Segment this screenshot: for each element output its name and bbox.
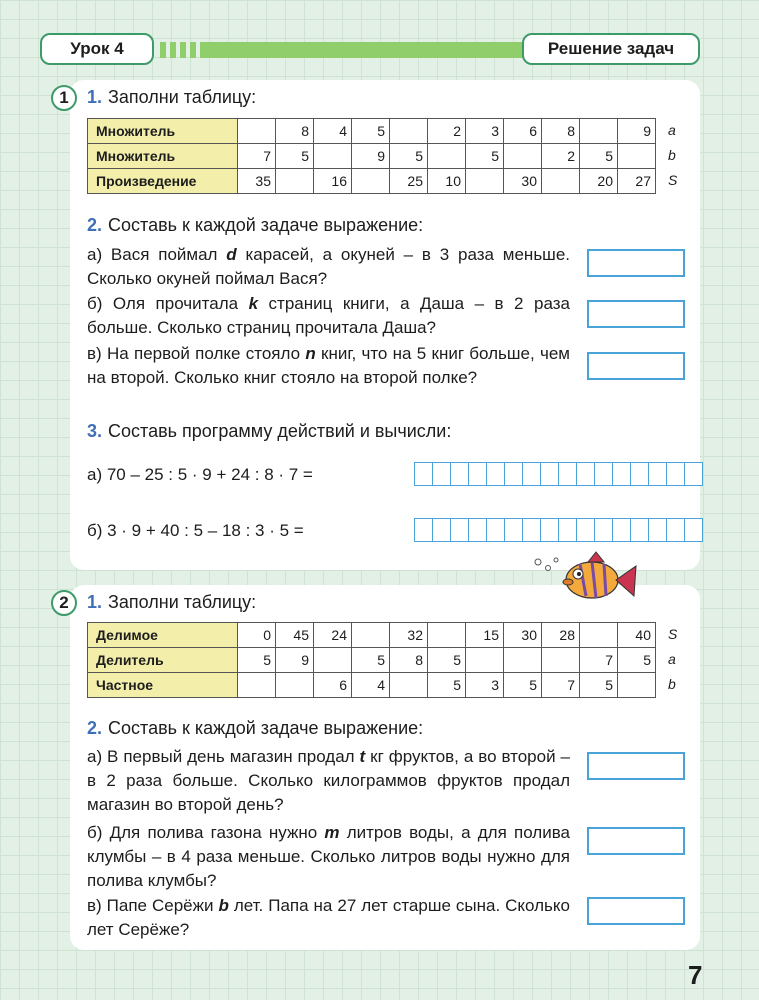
s2-table-vars: S a b <box>668 626 678 692</box>
table-cell: 30 <box>504 623 542 648</box>
answer-cell[interactable] <box>540 518 559 542</box>
answer-cell[interactable] <box>558 462 577 486</box>
s2-task2-title: 2. Составь к каждой задаче выражение: <box>87 718 424 738</box>
s1-table-vars: a b S <box>668 122 678 188</box>
answer-cell[interactable] <box>612 462 631 486</box>
topic-label: Решение задач <box>522 33 700 65</box>
row-label: Множитель <box>88 144 238 169</box>
table-cell: 2 <box>542 144 580 169</box>
row-label: Частное <box>88 673 238 698</box>
s2-problem-b: б) Для полива газона нужно m литров воды, а для полива клумбы – в 4 раза меньше. Сколько литров воды нужно для полива клумбы? <box>87 823 570 890</box>
s1-expression-b: б) 3 · 9 + 40 : 5 – 18 : 3 · 5 = <box>87 521 304 540</box>
table-cell: 25 <box>390 169 428 194</box>
answer-cell[interactable] <box>612 518 631 542</box>
table-cell: 30 <box>504 169 542 194</box>
table-cell: 40 <box>618 623 656 648</box>
answer-cell[interactable] <box>522 462 541 486</box>
table-cell[interactable] <box>428 144 466 169</box>
answer-cell[interactable] <box>468 462 487 486</box>
table-cell: 5 <box>428 648 466 673</box>
table-cell[interactable] <box>466 648 504 673</box>
answer-cell[interactable] <box>414 462 433 486</box>
answer-cell[interactable] <box>540 462 559 486</box>
table-cell[interactable] <box>238 673 276 698</box>
table-cell: 24 <box>314 623 352 648</box>
table-cell[interactable] <box>352 623 390 648</box>
table-cell: 16 <box>314 169 352 194</box>
table-cell: 7 <box>542 673 580 698</box>
answer-cell[interactable] <box>414 518 433 542</box>
answer-cell[interactable] <box>684 462 703 486</box>
table-cell: 4 <box>314 119 352 144</box>
table-cell[interactable] <box>276 673 314 698</box>
answer-cell[interactable] <box>594 462 613 486</box>
answer-cell[interactable] <box>684 518 703 542</box>
s1-task1-title: 1. Заполни таблицу: <box>87 87 257 107</box>
table-cell: 6 <box>504 119 542 144</box>
table-cell: 9 <box>618 119 656 144</box>
answer-cell[interactable] <box>630 462 649 486</box>
table-row <box>88 673 656 698</box>
answer-cell[interactable] <box>468 518 487 542</box>
table-cell: 5 <box>390 144 428 169</box>
table-cell: 6 <box>314 673 352 698</box>
s2-problem-a: а) В первый день магазин продал t кг фруктов, а во второй – в 2 раза больше. Сколько килограммов фруктов продал магазин во второй день? <box>87 747 570 814</box>
row-label: Делимое <box>88 623 238 648</box>
s2-problem-c: в) Папе Серёжи b лет. Папа на 27 лет старше сына. Сколько лет Серёже? <box>87 896 570 939</box>
table-row <box>88 623 656 648</box>
table-cell[interactable] <box>428 623 466 648</box>
table-row <box>88 169 656 194</box>
s2-answer-box-c[interactable] <box>587 897 685 925</box>
table-cell[interactable] <box>504 144 542 169</box>
section-1-number: 1 <box>51 85 77 111</box>
section-2-number: 2 <box>51 590 77 616</box>
s2-answer-box-b[interactable] <box>587 827 685 855</box>
table-cell: 5 <box>504 673 542 698</box>
page-number: 7 <box>688 960 703 990</box>
table-cell: 27 <box>618 169 656 194</box>
s1-answer-box-c[interactable] <box>587 352 685 380</box>
header-bar <box>200 42 530 58</box>
row-label: Произведение <box>88 169 238 194</box>
table-cell[interactable] <box>618 144 656 169</box>
table-cell: 2 <box>428 119 466 144</box>
s2-division-table <box>87 622 656 698</box>
table-cell: 5 <box>352 648 390 673</box>
s1-problem-b: б) Оля прочитала k страниц книги, а Даша – в 2 раза больше. Сколько страниц прочитала Даша? <box>87 294 570 337</box>
row-label: Множитель <box>88 119 238 144</box>
answer-cell[interactable] <box>432 462 451 486</box>
table-cell[interactable] <box>542 169 580 194</box>
table-cell: 5 <box>580 144 618 169</box>
answer-cell[interactable] <box>648 462 667 486</box>
answer-cell[interactable] <box>504 518 523 542</box>
table-cell[interactable] <box>276 169 314 194</box>
table-cell: 8 <box>542 119 580 144</box>
answer-cell[interactable] <box>630 518 649 542</box>
s1-answer-cells-a[interactable] <box>415 462 703 486</box>
table-cell[interactable] <box>466 169 504 194</box>
table-cell: 5 <box>352 119 390 144</box>
table-cell[interactable] <box>542 648 580 673</box>
answer-cell[interactable] <box>576 462 595 486</box>
s1-problem-c: в) На первой полке стояло n книг, что на 5 книг больше, чем на второй. Сколько книг стояло на второй полке? <box>87 344 570 387</box>
table-cell: 0 <box>238 623 276 648</box>
answer-cell[interactable] <box>486 462 505 486</box>
table-cell[interactable] <box>390 673 428 698</box>
table-row <box>88 119 656 144</box>
fish-illustration <box>530 550 640 610</box>
table-cell: 7 <box>580 648 618 673</box>
lesson-label: Урок 4 <box>40 33 154 65</box>
s2-task1-title: 1. Заполни таблицу: <box>87 592 257 612</box>
table-row <box>88 648 656 673</box>
table-cell: 4 <box>352 673 390 698</box>
table-cell: 28 <box>542 623 580 648</box>
table-cell[interactable] <box>580 623 618 648</box>
page-header <box>0 0 759 80</box>
table-cell[interactable] <box>504 648 542 673</box>
table-cell: 5 <box>580 673 618 698</box>
table-cell[interactable] <box>390 119 428 144</box>
answer-cell[interactable] <box>432 518 451 542</box>
table-cell: 5 <box>428 673 466 698</box>
table-cell[interactable] <box>352 169 390 194</box>
table-row <box>88 144 656 169</box>
table-cell: 9 <box>352 144 390 169</box>
answer-cell[interactable] <box>522 518 541 542</box>
table-cell: 35 <box>238 169 276 194</box>
table-cell: 5 <box>466 144 504 169</box>
s1-multiplication-table <box>87 118 656 194</box>
s1-answer-cells-b[interactable] <box>415 518 703 542</box>
answer-cell[interactable] <box>504 462 523 486</box>
answer-cell[interactable] <box>666 462 685 486</box>
table-cell: 5 <box>618 648 656 673</box>
s1-answer-box-b[interactable] <box>587 300 685 328</box>
s1-answer-box-a[interactable] <box>587 249 685 277</box>
table-cell[interactable] <box>314 144 352 169</box>
table-cell[interactable] <box>314 648 352 673</box>
table-cell: 9 <box>276 648 314 673</box>
answer-cell[interactable] <box>576 518 595 542</box>
answer-cell[interactable] <box>486 518 505 542</box>
table-cell: 45 <box>276 623 314 648</box>
table-cell[interactable] <box>618 673 656 698</box>
table-cell: 32 <box>390 623 428 648</box>
answer-cell[interactable] <box>666 518 685 542</box>
table-cell: 5 <box>276 144 314 169</box>
s1-task3-title: 3. Составь программу действий и вычисли: <box>87 421 452 441</box>
table-cell: 10 <box>428 169 466 194</box>
table-cell: 8 <box>390 648 428 673</box>
row-label: Делитель <box>88 648 238 673</box>
s1-problem-a: а) Вася поймал d карасей, а окуней – в 3 раза меньше. Сколько окуней поймал Вася? <box>87 245 570 288</box>
answer-cell[interactable] <box>594 518 613 542</box>
answer-cell[interactable] <box>450 462 469 486</box>
s1-expression-a: а) 70 – 25 : 5 · 9 + 24 : 8 · 7 = <box>87 465 313 484</box>
table-cell[interactable] <box>580 119 618 144</box>
answer-cell[interactable] <box>558 518 577 542</box>
table-cell: 5 <box>238 648 276 673</box>
answer-cell[interactable] <box>450 518 469 542</box>
table-cell: 15 <box>466 623 504 648</box>
s2-answer-box-a[interactable] <box>587 752 685 780</box>
table-cell: 8 <box>276 119 314 144</box>
table-cell[interactable] <box>238 119 276 144</box>
table-cell: 20 <box>580 169 618 194</box>
table-cell: 3 <box>466 673 504 698</box>
s1-task2-title: 2. Составь к каждой задаче выражение: <box>87 215 424 235</box>
table-cell: 7 <box>238 144 276 169</box>
table-cell: 3 <box>466 119 504 144</box>
answer-cell[interactable] <box>648 518 667 542</box>
